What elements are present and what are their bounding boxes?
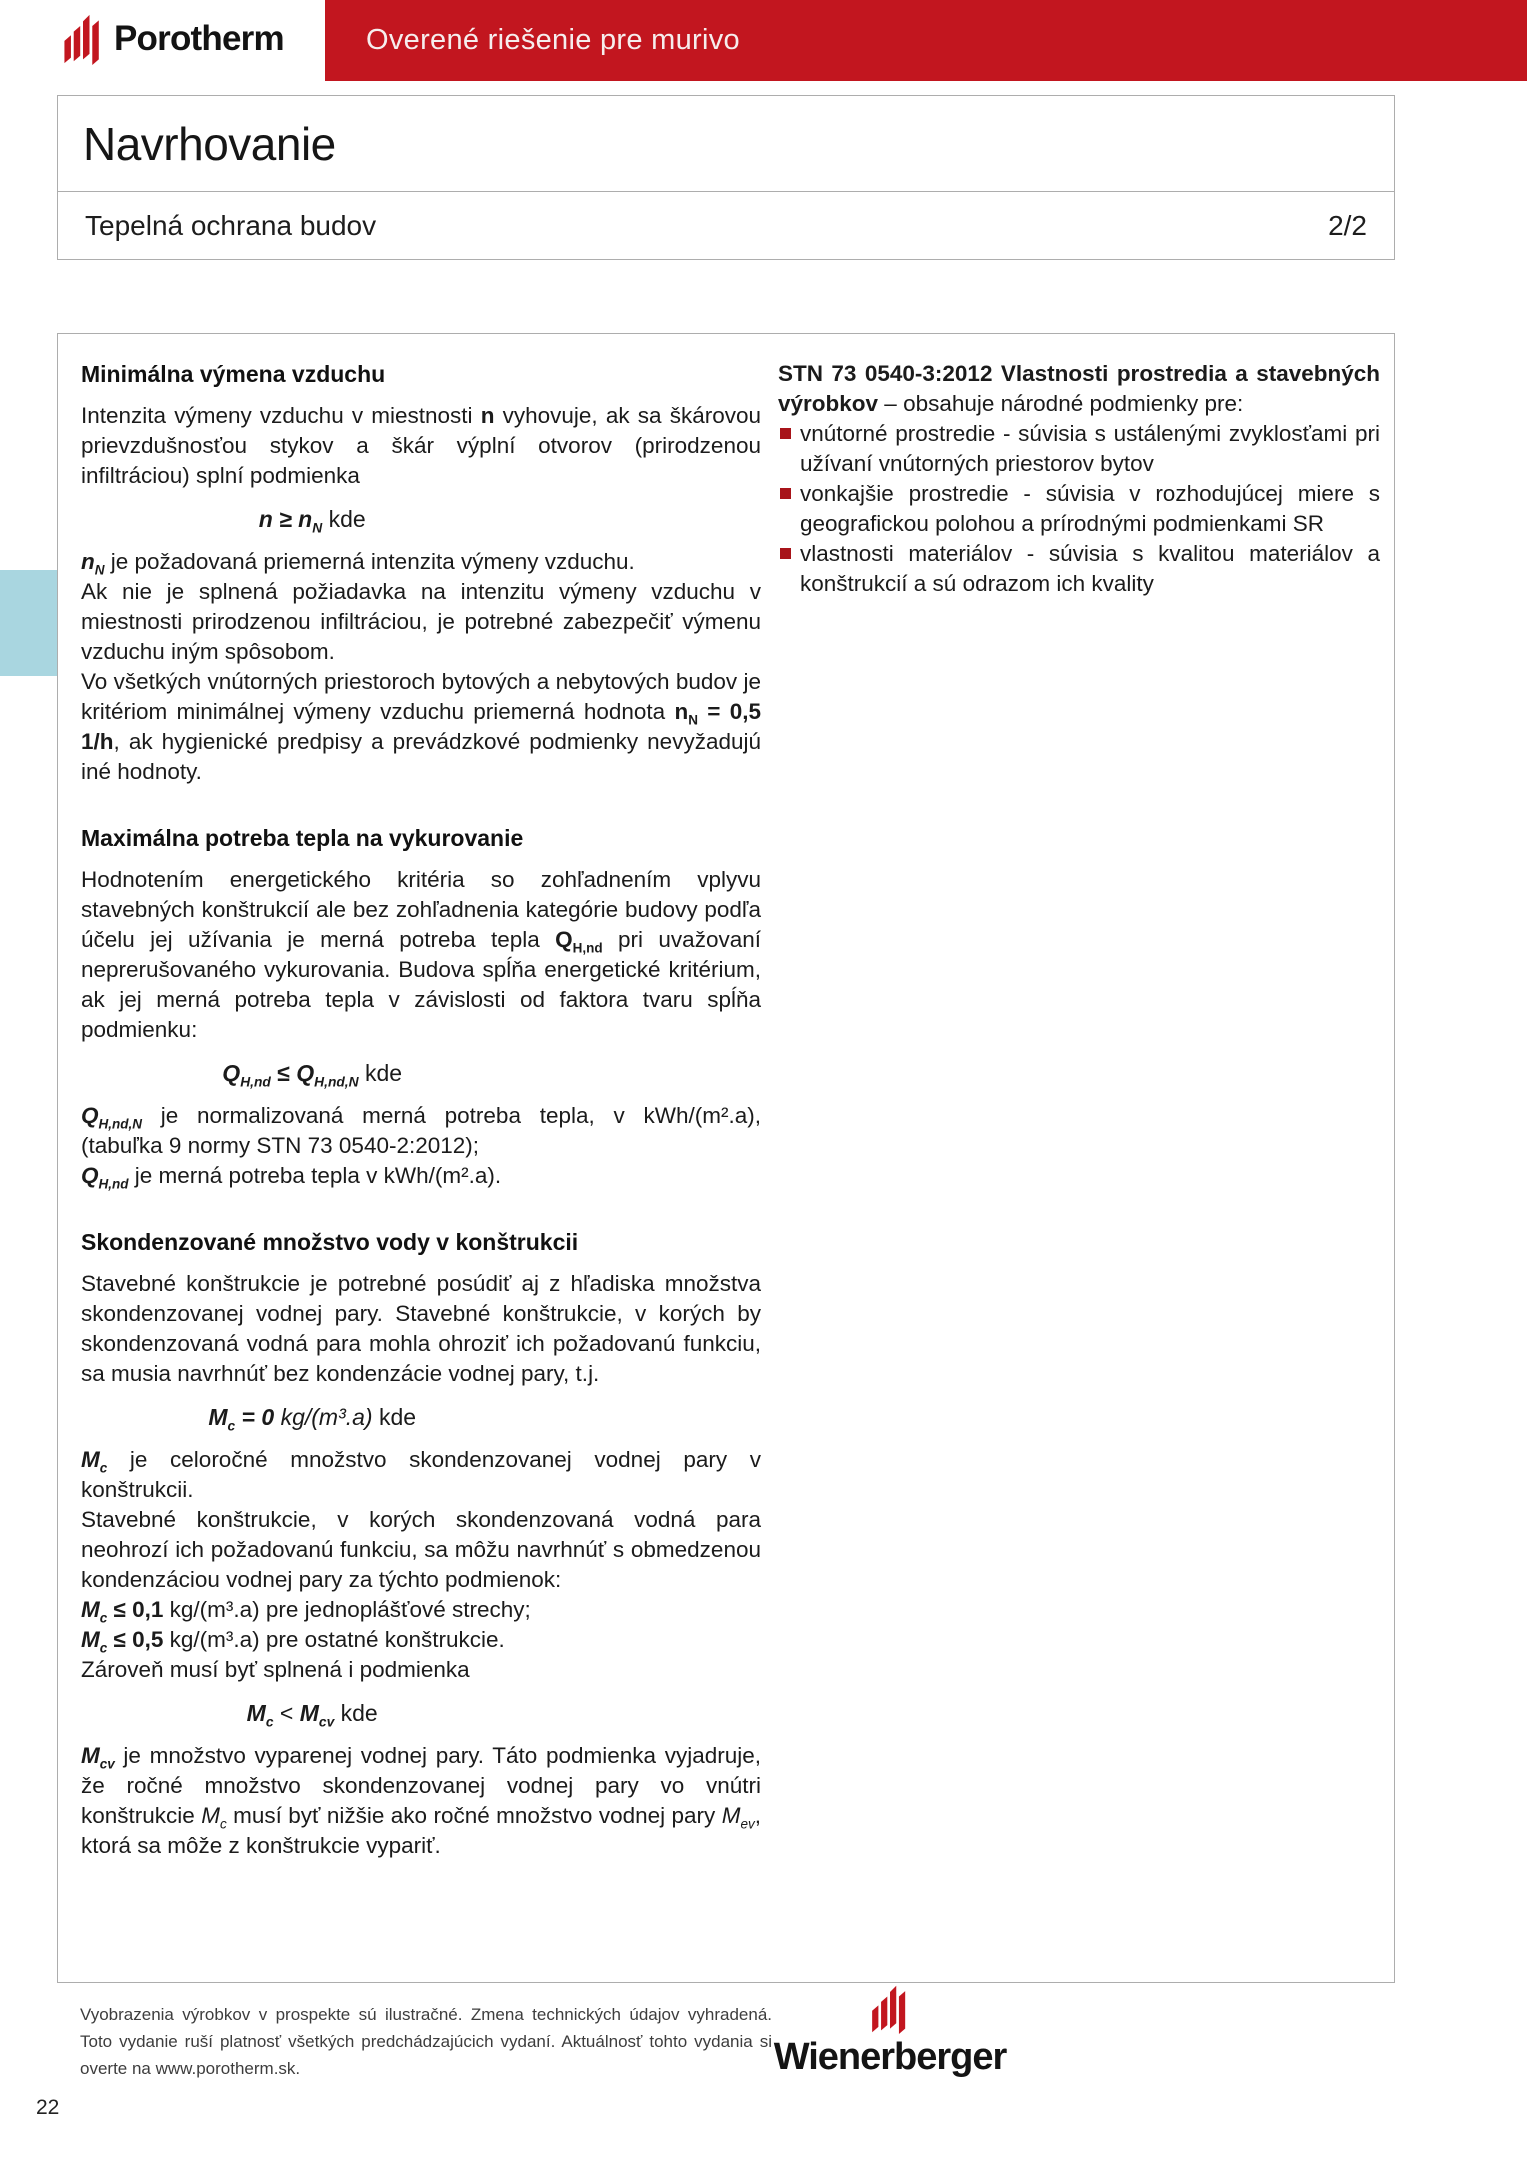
formula-block xyxy=(81,504,543,534)
porotherm-flame-icon xyxy=(62,13,104,65)
title-row xyxy=(58,96,1394,192)
blue-margin-tab xyxy=(0,570,64,676)
paragraph: STN 73 0540-3:2012 Vlastnosti prostredia a stavebných výrobkov – obsahuje národné podmienky pre: xyxy=(778,361,1380,416)
paragraph: Stavebné konštrukcie je potrebné posúdiť aj z hľadiska množstva skondenzovanej vodnej pary. Stavebné konštrukcie, v korých by skondenzovaná vodná para mohla ohroziť ich požadovanú funkciu, sa musia navrhnúť bez kondenzácie vodnej pary, t.j. xyxy=(81,1271,761,1386)
red-banner xyxy=(325,0,1527,81)
bullet-text: vnútorné prostredie - súvisia s ustálenými zvyklosťami pri užívaní vnútorných priestorov bytov xyxy=(800,421,1380,476)
footer-disclaimer: Vyobrazenia výrobkov v prospekte sú ilustračné. Zmena technických údajov vyhradená. Toto vydanie ruší platnosť všetkých predchádzajúcich vydaní. Aktuálnosť tohto vydania si overte na www.porotherm.sk. xyxy=(80,2005,772,2078)
formula-block xyxy=(81,1058,543,1088)
condition: $M_c \le 0,5$ kg/(m³.a) pre ostatné konštrukcie. xyxy=(81,1627,505,1656)
page-title: Navrhovanie xyxy=(83,117,336,170)
bullet-text: vonkajšie prostredie - súvisia v rozhodujúcej miere s geografickou polohou a prírodnými podmienkami SR xyxy=(800,481,1380,536)
paragraph: Ak nie je splnená požiadavka na intenzitu výmeny vzduchu v miestnosti prirodzenou infiltráciou, je potrebné zabezpečiť výmenu vzduchu iným spôsobom. xyxy=(81,579,761,664)
red-square-bullet-icon xyxy=(780,428,791,439)
paragraph: Zároveň musí byť splnená i podmienka xyxy=(81,1657,470,1682)
paragraph: Hodnotením energetického kritéria so zohľadnením vplyvu stavebných konštrukcií ale bez zohľadnenia kategórie budovy podľa účelu jej užívania je merná potreba tepla $Q_{H,nd}$ pri uvažovaní neprerušovaného vykurovania. Budova spĺňa energetické kritérium, ak jej merná potreba tepla v závislosti od faktora tvaru spĺňa podmienku: xyxy=(81,867,761,1042)
page-indicator: 2/2 xyxy=(1328,209,1367,241)
page-subtitle: Tepelná ochrana budov xyxy=(85,209,377,241)
banner-tagline: Overené riešenie pre murivo xyxy=(366,24,740,56)
formula-block xyxy=(81,1402,543,1432)
bullet-item xyxy=(778,539,1380,599)
formula-block xyxy=(81,1698,543,1728)
title-box xyxy=(57,95,1395,260)
page-number: 22 xyxy=(36,2096,60,2119)
porotherm-brand-text: Porotherm xyxy=(114,19,284,58)
paragraph: Stavebné konštrukcie, v korých skondenzovaná vodná para neohrozí ich požadovanú funkciu, sa môžu navrhnúť s obmedzenou kondenzáciou vodnej pary za týchto podmienok: xyxy=(81,1507,761,1592)
right-column xyxy=(778,359,1380,1982)
bullet-item xyxy=(778,479,1380,539)
definition: $M_c$ je celoročné množstvo skondenzovanej vodnej pary v konštrukcii. xyxy=(81,1447,761,1502)
bullet-text: vlastnosti materiálov - súvisia s kvalitou materiálov a konštrukcií a sú odrazom ich kvality xyxy=(800,541,1380,596)
porotherm-logo xyxy=(62,13,284,65)
section-heading: Maximálna potreba tepla na vykurovanie xyxy=(81,825,524,851)
red-square-bullet-icon xyxy=(780,488,791,499)
section-heading: Minimálna výmena vzduchu xyxy=(81,361,386,387)
left-column xyxy=(81,359,761,1982)
content-box xyxy=(57,333,1395,1983)
bullet-item xyxy=(778,419,1380,479)
paragraph: Intenzita výmeny vzduchu v miestnosti n vyhovuje, ak sa škárovou prievzdušnosťou stykov a škár výplní otvorov (prirodzenou infiltráciou) splní podmienka xyxy=(81,403,761,488)
definition: $Q_{H,nd,N}$ je normalizovaná merná potreba tepla, v kWh/(m².a), (tabuľka 9 normy STN 73 0540-2:2012); xyxy=(81,1103,761,1158)
formula: $M_c < M_{cv}$ kde xyxy=(246,1700,378,1730)
definition: $n_N$ je požadovaná priemerná intenzita výmeny vzduchu. xyxy=(81,549,635,578)
formula: $Q_{H,nd} \le Q_{H,nd,N}$ kde xyxy=(222,1060,403,1090)
definition: $M_{cv}$ je množstvo vyparenej vodnej pary. Táto podmienka vyjadruje, že ročné množstvo skondenzovanej vodnej pary vo vnútri konštrukcie $M_c$ musí byť nižšie ako ročné množstvo vodnej pary $M_{ev}$, ktorá sa môže z konštrukcie vypariť. xyxy=(81,1743,761,1858)
section-heading: Skondenzované množstvo vody v konštrukcii xyxy=(81,1229,579,1255)
wienerberger-flame-icon xyxy=(861,1984,919,2034)
formula: $M_c = 0$ kg/(m³.a) kde xyxy=(208,1404,417,1434)
wienerberger-logo xyxy=(745,1984,1035,2079)
subtitle-row xyxy=(58,192,1394,259)
formula: $n \ge n_N$ kde xyxy=(258,506,366,536)
paragraph: Vo všetkých vnútorných priestoroch bytových a nebytových budov je kritériom minimálnej výmeny vzduchu priemerná hodnota $n_N = 0,5$ 1/h, ak hygienické predpisy a prevádzkové podmienky nevyžadujú iné hodnoty. xyxy=(81,669,762,784)
wienerberger-logo-text: Wienerberger xyxy=(773,2036,1007,2078)
definition: $Q_{H,nd}$ je merná potreba tepla v kWh/(m².a). xyxy=(81,1163,502,1192)
condition: $M_c \le 0,1$ kg/(m³.a) pre jednoplášťové strechy; xyxy=(81,1597,531,1626)
red-square-bullet-icon xyxy=(780,548,791,559)
